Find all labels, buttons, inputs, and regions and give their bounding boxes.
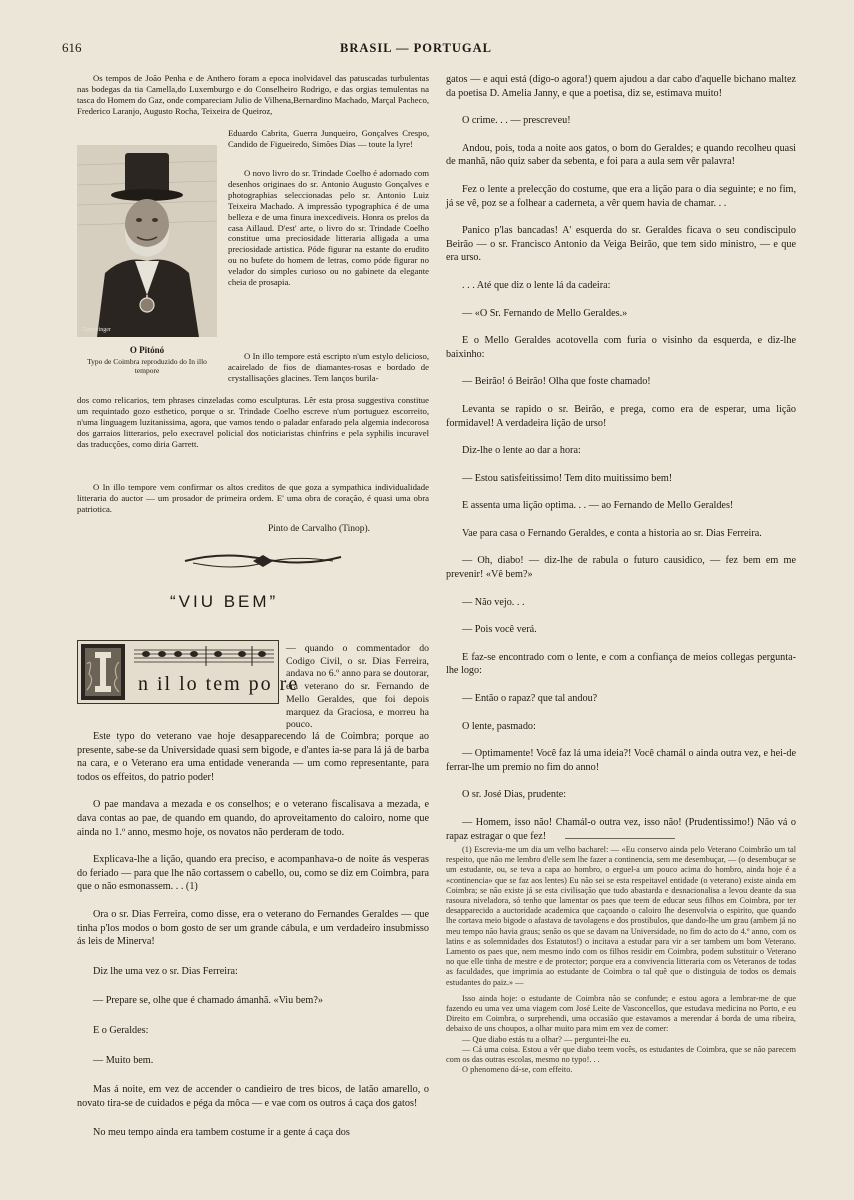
right-para: — Oh, diabo! — diz-lhe de rabula o futuro causidico, — fez bem em me prevenir! «Vê bem?» xyxy=(446,555,796,581)
right-para: Diz-lhe o lente ao dar a hora: xyxy=(462,445,581,457)
right-column-body xyxy=(446,73,796,843)
footnote-4: — Cá uma coisa. Estou a vêr que diabo teem vocês, os estudantes de Coimbra, que se não parecem com os das outras escolas, mesmo no typo!. . . xyxy=(446,1044,796,1065)
right-para: O crime. . . — prescreveu! xyxy=(462,115,571,127)
right-para: E faz-se encontrado com o lente, e com a confiança de meios collegas pergunta-lhe logo: xyxy=(446,651,796,677)
intro-paragraph-top xyxy=(77,73,429,117)
para-book-description xyxy=(228,168,429,288)
footnote-3: — Que diabo estás tu a olhar? — perguntei-lhe eu. xyxy=(462,1034,631,1044)
right-para: — Pois você verá. xyxy=(462,624,537,636)
viu-para-5: Ora o sr. Dias Ferreira, como disse, era o veterano do Fernandes Geraldes — que tinha p'los modos o bom gosto de ser um grande cábula, e um verdadeiro insubmisso ás leis de Minerva! xyxy=(77,908,429,948)
para-style-narrow xyxy=(228,351,429,384)
viu-intro-wrapper xyxy=(77,643,429,732)
right-para: Andou, pois, toda a noite aos gatos, o bom do Geraldes; e quando recolheu quasi de manhã, não quiz saber da sebenta, e foi para a aula sem vêr palavra! xyxy=(446,142,796,168)
viu-para-11: No meu tempo ainda era tambem costume ir a gente á caça dos xyxy=(93,1127,350,1139)
right-para: — Não vejo. . . xyxy=(462,596,525,608)
running-title: BRASIL — PORTUGAL xyxy=(340,41,493,55)
intro-text-full: Os tempos de João Penha e de Anthero foram a epoca inolvidavel das patuscadas turbulentas nas bodegas da tia Camella,do Luxemburgo e do Conselheiro Rodrigo, e das orgias temulentas na tasca do Homem do Gaz, onde compareciam Julio de Vilhena,Bernardino Machado, Marçal Pacheco, Frederico Laranjo, Augusto Rocha, Teixeira de Queiroz, xyxy=(77,73,429,116)
right-para: — Beirão! ó Beirão! Olha que foste chamado! xyxy=(462,376,651,388)
image-credit: Tarrycinger xyxy=(83,327,111,333)
right-para: Vae para casa o Fernando Geraldes, e conta a historia ao sr. Dias Ferreira. xyxy=(462,527,762,539)
right-para: — Estou satisfeitissimo! Tem dito muitissimo bem! xyxy=(462,472,673,484)
right-para: gatos — e aqui está (digo-o agora!) quem ajudou a dar cabo d'aquelle bichano maltez da poetisa D. Amelia Janny, e que a poetisa, diz se, estimava muito! xyxy=(446,74,796,99)
footnote-1: (1) Escrevia-me um dia um velho bacharel: — «Eu conservo ainda pelo Veterano Coimbrão um tal respeito, que não me lembro d'elle sem lhe fazer a continencia, sem me desembuçar, — (o desembuçar se um estudante, ou, se teva a capa ao hombro, o erguel-a um pouco acima do hombro, ainda hoje é a «continencia» que se faz aos lentes) Eu não sei se esta respeitavel entidade (o veterano) existe ainda em Coimbra; se não existe já se esta civilisação que tudo abastarda e desnacionalisa a levou deante da sua rasoura niveladora, só tenho que lamentar os paes que teem de educar seus filhos em Coimbra, por ter desapparecido a auctoridade academica que caçoando o caloiro lhe desenvolvia o espirito, que quando lhe cortava meio bigode o afastava de tavolagens e dos prostibulos, que dando-lhe um grau (ambem já no meu tempo não havia graus; senão os que se davam na Universidade, no fim do acto do 4.º anno, com os latins e as solemnidades dos Estatutos!) o incitava a estudar para vir a ser tambem um bom Veterano. Lamento os paes que, nem mesmo indo com os filhos residir em Coimbra, podem substituir o Veterano no que elle tinha de mestre e de protector; porque era a convivencia litteraria com os Veteranos de todas as faculdades, que imprimia ao estudante de Coimbra o tal quê que o distinguia de todos os demais estudantes do paiz.» — xyxy=(446,845,796,987)
right-para: — Homem, isso não! Chamál-o outra vez, isso não! (Prudentissimo!) Não vá o rapaz estragar o que fez! xyxy=(446,817,796,842)
right-para: Levanta se rapido o sr. Beirão, e prega, como era de esperar, uma lição formidavel! A verdadeira lição de urso! xyxy=(446,403,796,429)
viu-para-6: Diz lhe uma vez o sr. Dias Ferreira: xyxy=(93,965,238,977)
right-para: E assenta uma lição optima. . . — ao Fernando de Mello Geraldes! xyxy=(462,500,734,512)
viu-para-9: — Muito bem. xyxy=(93,1054,154,1066)
right-para: O sr. José Dias, prudente: xyxy=(462,789,567,801)
viu-para-4: Explicava-lhe a lição, quando era preciso, e acompanhava-o de noite ás vesperas do feriado — para que lhe não cortassem o cabello, ou, como se diz em Coimbra, para que o não esmonassem. . . (1) xyxy=(77,854,429,893)
right-para: — Então o rapaz? que tal andou? xyxy=(462,693,598,705)
footnote-rule xyxy=(565,838,675,839)
right-para: O lente, pasmado: xyxy=(462,720,536,732)
style-text-full: dos como relicarios, tem phrases cinzeladas como esculpturas. Lêr esta prosa suggestiva constitue um requintado gozo esthetico, porque o sr. Trindade Coelho escreve n'um portuguez escorreito, n'uma linguagem luzitanissima, agora, que vamos tendo o paladar enfarado pela algemia indecorosa dos garraios litterarios, pelo execravel policial dos noticiaristas chinfrins e pela syphilis incuravel das traducções, como diria Garrett. xyxy=(77,395,429,449)
divider-ornament xyxy=(183,547,343,575)
viu-para-2: Este typo do veterano vae hoje desapparecendo lá de Coimbra; porque ao presente, sabe-se da Universidade quasi sem bigode, e d'antes ia-se para lá já de barba na cara, e o Veterano era uma entidade veneranda — um como representante, para todos os effeitos, do patrio poder! xyxy=(77,731,429,783)
portrait-image xyxy=(77,145,217,337)
viu-para-10: Mas á noite, em vez de accender o candieiro de tres bicos, de latão amarello, o novato tira-se de cuidados e péga da môca — e vae com os outros á caça dos gatos! xyxy=(77,1084,429,1109)
para-style-full xyxy=(77,395,429,450)
viu-para-8: E o Geraldes: xyxy=(93,1024,149,1036)
section-title: “VIU BEM” xyxy=(170,592,279,611)
intro-paragraph-narrow xyxy=(228,128,429,150)
right-para: . . . Até que diz o lente lá da cadeira: xyxy=(462,279,611,291)
right-para: — Optimamente! Você faz lá uma ideia?! Você chamál o ainda outra vez, e hei-de ferrar-lhe um premio no fim do anno! xyxy=(446,748,796,773)
author-signature: Pinto de Carvalho (Tinop). xyxy=(268,524,371,534)
right-para: E o Mello Geraldes acotovella com furia o visinho da esquerda, e diz-lhe baixinho: xyxy=(446,335,796,360)
right-para: Panico p'las bancadas! A' esquerda do sr. Geraldes ficava o seu condiscipulo Beirão — o sr. Francisco Antonio da Veiga Beirão, que tem sido ministro, — e que era urso. xyxy=(446,225,796,264)
page-number: 616 xyxy=(62,40,82,55)
style-text-narrow: O In illo tempore está escripto n'um estylo delicioso, acairelado de fios de diamantes-rosas e bordado de crystallisações glacines. Tem lanços burila- xyxy=(228,351,429,383)
para-conclusion xyxy=(77,482,429,515)
conclusion-text: O In illo tempore vem confirmar os altos creditos de que goza a sympathica individualidade litteraria do auctor — um prosador de primeira ordem. E' uma obra de coração, é quasi uma obra patriotica. xyxy=(77,482,429,514)
image-caption-subtitle: Typo de Coimbra reproduzido do In illo tempore xyxy=(87,357,207,375)
right-para: — «O Sr. Fernando de Mello Geraldes.» xyxy=(462,307,628,319)
viu-para-3: O pae mandava a mezada e os conselhos; e o veterano fiscalisava a mezada, e dava contas ao pae, de quando em quando, do aproveitamento do caloiro, nome que ainda no 1.º anno, mesmo hoje, os novatos não perderam de todo. xyxy=(77,799,429,838)
viu-para-7: — Prepare se, olhe que é chamado ámanhã. «Viu bem?» xyxy=(93,995,323,1007)
viu-intro-text: — quando o commentador do Codigo Civil, o sr. Dias Ferreira, andava no 6.º anno para se doutorar, era veterano do sr. Fernando de Mello Geraldes, que foi depois marquez da Graciosa, e morreu ha pouco. xyxy=(286,643,429,731)
image-caption-title: O Pitónó xyxy=(129,345,165,355)
viu-body xyxy=(77,730,429,1140)
book-description-text: O novo livro do sr. Trindade Coelho é adornado com desenhos originaes do sr. Antonio Augusto Gonçalves e photographias seleccionadas pelo sr. Antonio Luiz Teixeira Machado. A impressão typographica é de uma belleza e de uma finura inexcediveis. Honra os prelos da casa Aillaud. D'est' arte, o livro do sr. Trindade Coelho constitue uma preciosidade litteraria alligada a uma preciosidade artistica. Póde figurar na estante do erudito ou no bufete do homem de letras, como póde figurar no velador do simples curioso ou no gabinete da elegante cheia de prosapia. xyxy=(228,168,429,288)
footnote-5: O phenomeno dá-se, com effeito. xyxy=(462,1065,573,1075)
right-para: Fez o lente a prelecção do costume, que era a lição para o dia seguinte; e no fim, já se vê, poz se a folhear a caderneta, a vêr quem havia de chamar. . . xyxy=(446,183,796,209)
dropcap-music-text: n il lo tem po re xyxy=(138,673,300,695)
portrait-illustration xyxy=(77,145,217,337)
footnote-2: Isso ainda hoje: o estudante de Coimbra não se confunde; e estou agora a lembrar-me de que fazendo eu uma vez uma viagem com José Leite de Vasconcellos, que estudava medicina no Porto, e eu Direito em Coimbra, o surprehendi, uma occasião que estavamos a merendar á borda de uma ribeira, debaixo de uns choupos, a olhar muito para mim em vez de comer: xyxy=(446,993,796,1034)
footnotes xyxy=(446,845,796,1075)
intro-text-narrow: Eduardo Cabrita, Guerra Junqueiro, Gonçalves Crespo, Candido de Figueiredo, Simões Dias — toute la lyre! xyxy=(228,128,429,149)
